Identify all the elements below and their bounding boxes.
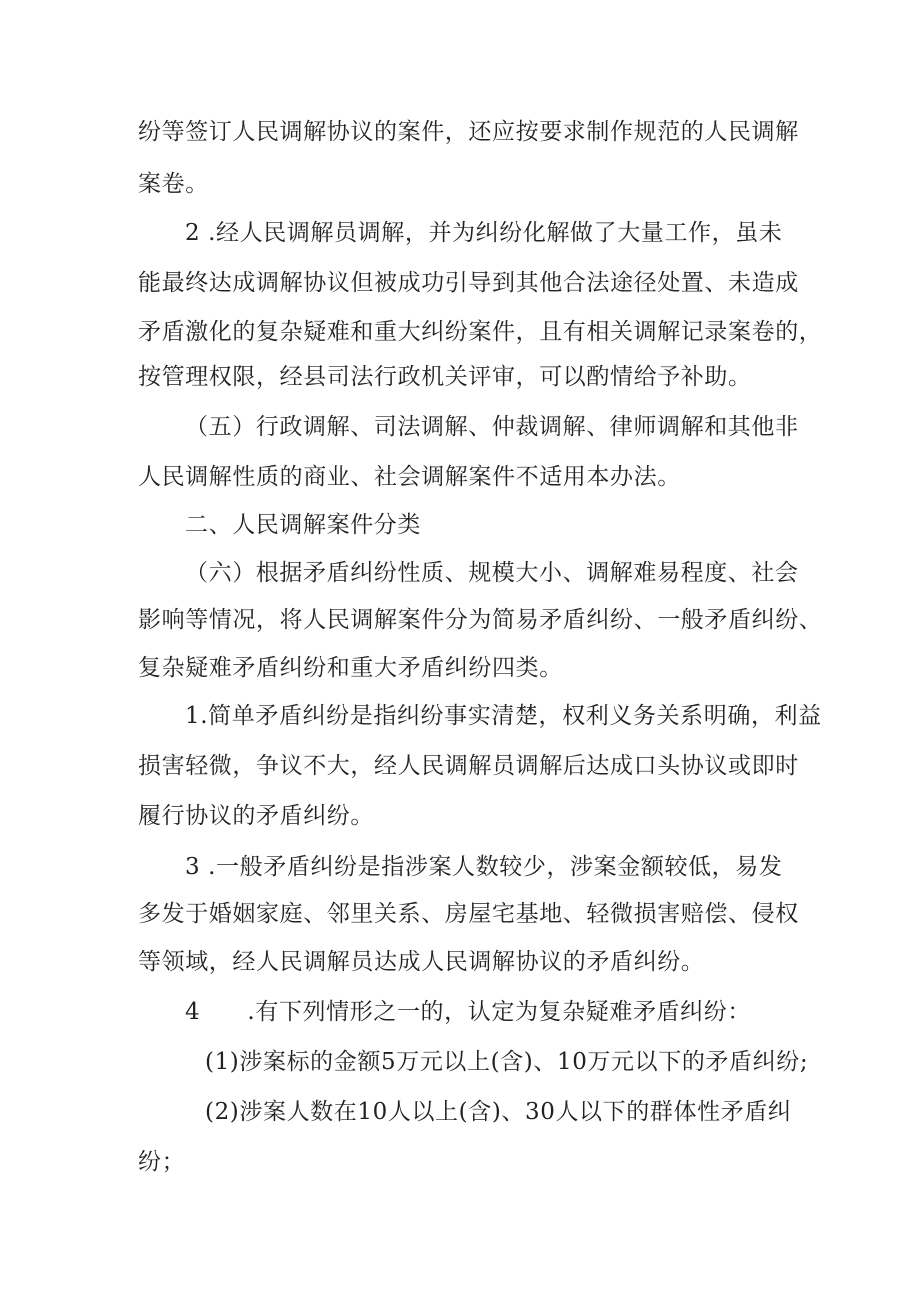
paragraph-line: 1.简单矛盾纠纷是指纠纷事实清楚，权利义务关系明确，利益 (185, 703, 822, 729)
paragraph-line: 影响等情况，将人民调解案件分为简易矛盾纠纷、一般矛盾纠纷、 (138, 607, 823, 633)
paragraph-line: 等领域，经人民调解员达成人民调解协议的矛盾纠纷。 (138, 949, 705, 975)
paragraph-line: 履行协议的矛盾纠纷。 (138, 803, 374, 829)
paragraph-line: 复杂疑难矛盾纠纷和重大矛盾纠纷四类。 (138, 655, 563, 681)
paragraph-line: （六）根据矛盾纠纷性质、规模大小、调解难易程度、社会 (185, 560, 799, 586)
paragraph-line: 按管理权限，经县司法行政机关评审，可以酌情给予补助。 (138, 364, 752, 390)
paragraph-line: 2 .经人民调解员调解，并为纠纷化解做了大量工作，虽未 (185, 220, 783, 246)
paragraph-line: 4 .有下列情形之一的，认定为复杂疑难矛盾纠纷： (185, 999, 751, 1025)
paragraph-line: 人民调解性质的商业、社会调解案件不适用本办法。 (138, 464, 681, 490)
paragraph-line: 损害轻微，争议不大，经人民调解员调解后达成口头协议或即时 (138, 753, 799, 779)
paragraph-line: 纷； (138, 1149, 186, 1175)
paragraph-line: （五）行政调解、司法调解、仲裁调解、律师调解和其他非 (185, 414, 799, 440)
paragraph-line: 能最终达成调解协议但被成功引导到其他合法途径处置、未造成 (138, 270, 799, 296)
paragraph-line: 矛盾激化的复杂疑难和重大纠纷案件，且有相关调解记录案卷的， (138, 319, 823, 345)
paragraph-line: 纷等签订人民调解协议的案件，还应按要求制作规范的人民调解 (138, 119, 799, 145)
paragraph-line: (2)涉案人数在10人以上(含)、30人以下的群体性矛盾纠 (205, 1099, 792, 1125)
paragraph-line: 案卷。 (138, 171, 209, 197)
paragraph-line: (1)涉案标的金额5万元以上(含)、10万元以下的矛盾纠纷; (205, 1049, 809, 1075)
section-heading: 二、人民调解案件分类 (185, 512, 421, 538)
paragraph-line: 3 .一般矛盾纠纷是指涉案人数较少，涉案金额较低，易发 (185, 854, 783, 880)
paragraph-line: 多发于婚姻家庭、邻里关系、房屋宅基地、轻微损害赔偿、侵权 (138, 901, 799, 927)
